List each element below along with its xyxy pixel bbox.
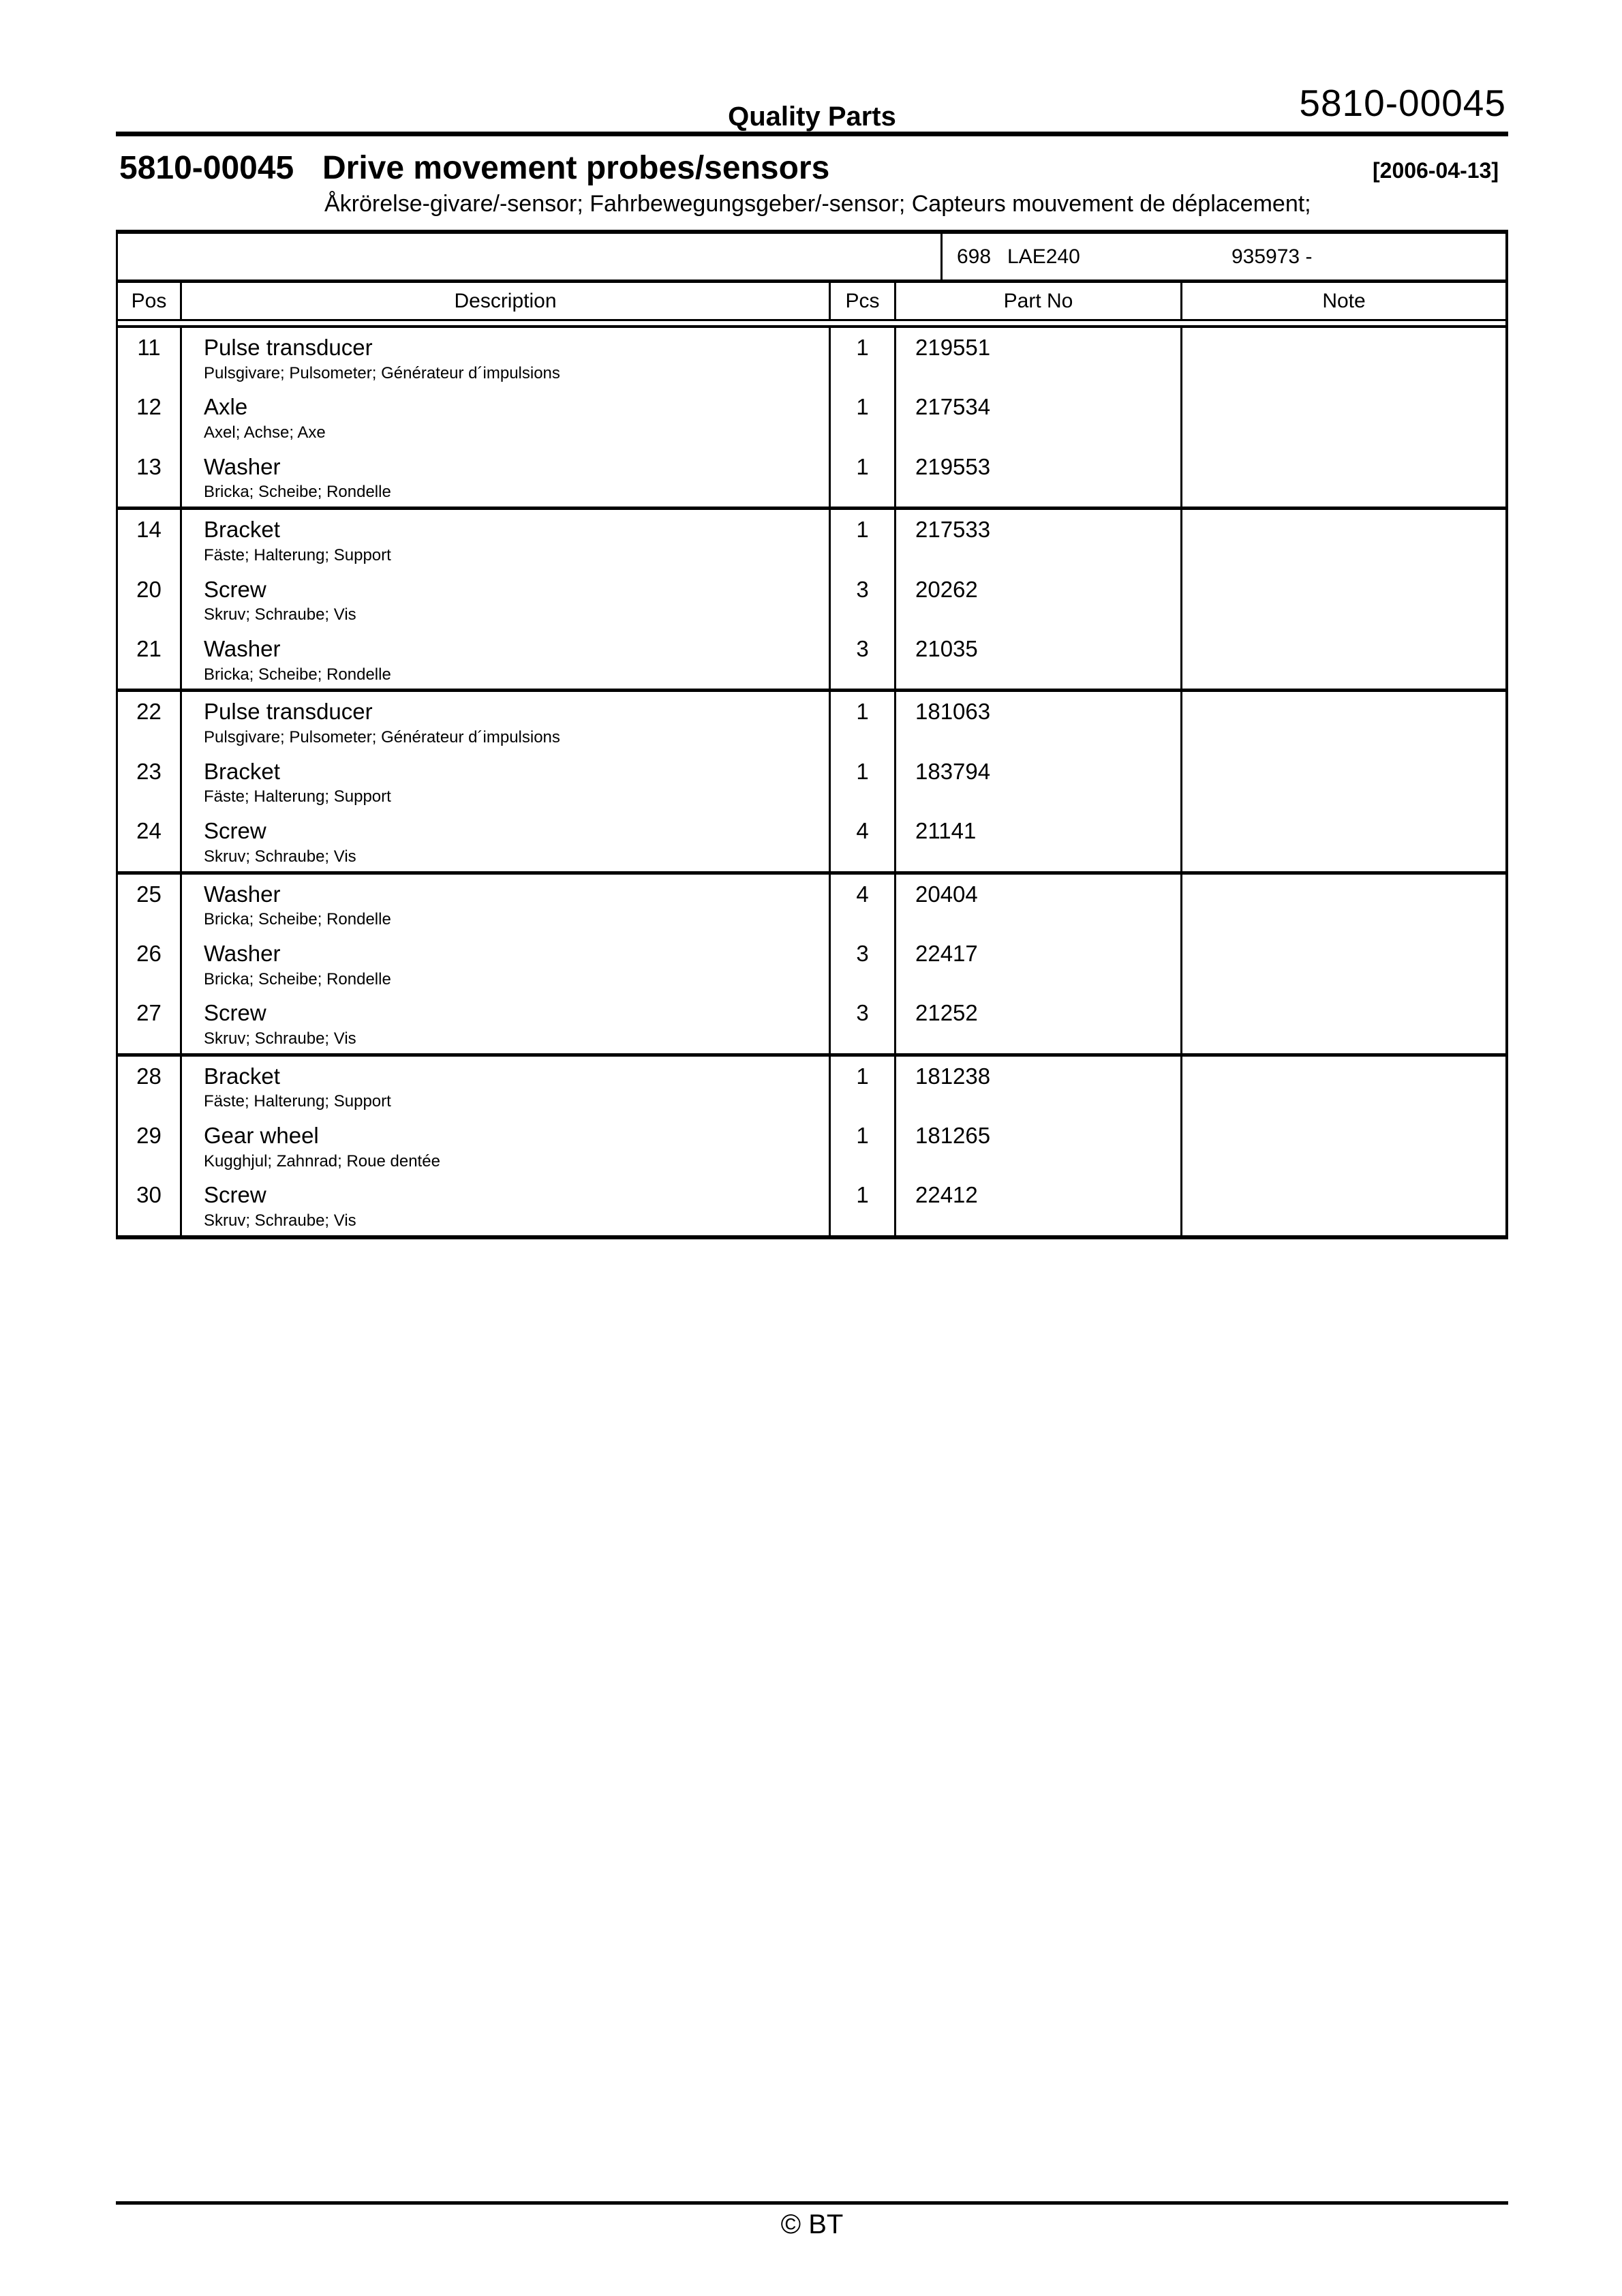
description-translations: Axel; Achse; Axe — [204, 423, 326, 442]
cell-pcs: 1 — [831, 328, 896, 387]
cell-pcs: 1 — [831, 1116, 896, 1175]
cell-part-no: 22412 — [896, 1175, 1182, 1235]
cell-note — [1182, 1116, 1505, 1175]
parts-group — [118, 875, 1505, 1057]
description-main: Gear wheel — [204, 1123, 319, 1149]
cell-pcs: 1 — [831, 1175, 896, 1235]
cell-pcs: 4 — [831, 811, 896, 871]
cell-part-no: 219553 — [896, 447, 1182, 507]
cell-note — [1182, 875, 1505, 934]
cell-note — [1182, 1175, 1505, 1235]
document-page — [116, 0, 1508, 2296]
parts-table — [116, 230, 1508, 1239]
description-main: Washer — [204, 940, 281, 966]
cell-part-no: 21252 — [896, 993, 1182, 1053]
cell-pcs: 3 — [831, 629, 896, 689]
cell-pos: 26 — [118, 934, 182, 993]
description-translations: Skruv; Schraube; Vis — [204, 605, 356, 624]
cell-part-no: 20262 — [896, 570, 1182, 629]
cell-description — [182, 570, 831, 629]
copyright-text: © BT — [780, 2209, 844, 2239]
cell-pos: 25 — [118, 875, 182, 934]
description-main: Pulse transducer — [204, 699, 373, 725]
cell-description — [182, 629, 831, 689]
model-name: LAE240 — [1007, 245, 1080, 268]
table-row — [118, 875, 1505, 934]
cell-description — [182, 993, 831, 1053]
description-main: Bracket — [204, 758, 280, 784]
cell-note — [1182, 811, 1505, 871]
page-header-title: Quality Parts — [728, 102, 896, 132]
model-info-cell — [943, 234, 1505, 280]
cell-description — [182, 1057, 831, 1116]
description-translations: Skruv; Schraube; Vis — [204, 1029, 356, 1048]
page-title: Drive movement probes/sensors — [322, 150, 830, 186]
cell-note — [1182, 692, 1505, 751]
cell-pcs: 3 — [831, 934, 896, 993]
description-translations: Bricka; Scheibe; Rondelle — [204, 665, 391, 684]
description-translations: Fäste; Halterung; Support — [204, 1092, 391, 1111]
table-header-row — [118, 283, 1505, 321]
cell-note — [1182, 752, 1505, 811]
column-header-pcs: Pcs — [831, 283, 896, 319]
description-translations: Kugghjul; Zahnrad; Roue dentée — [204, 1151, 440, 1170]
parts-group — [118, 692, 1505, 874]
table-row — [118, 934, 1505, 993]
description-translations: Bricka; Scheibe; Rondelle — [204, 969, 391, 988]
table-row — [118, 1175, 1505, 1235]
cell-description — [182, 1175, 831, 1235]
cell-pos: 12 — [118, 387, 182, 447]
table-row — [118, 692, 1505, 751]
table-row — [118, 510, 1505, 569]
description-main: Pulse transducer — [204, 335, 373, 360]
cell-part-no: 21035 — [896, 629, 1182, 689]
cell-description — [182, 875, 831, 934]
cell-pcs: 1 — [831, 387, 896, 447]
revision-date: [2006-04-13] — [1373, 158, 1499, 183]
cell-pcs: 1 — [831, 1057, 896, 1116]
parts-group — [118, 1057, 1505, 1235]
cell-description — [182, 811, 831, 871]
cell-pos: 11 — [118, 328, 182, 387]
cell-pcs: 4 — [831, 875, 896, 934]
table-row — [118, 387, 1505, 447]
description-translations: Bricka; Scheibe; Rondelle — [204, 910, 391, 929]
serial-range: 935973 - — [1231, 245, 1313, 268]
cell-description — [182, 692, 831, 751]
cell-description — [182, 934, 831, 993]
description-main: Axle — [204, 394, 248, 420]
cell-note — [1182, 993, 1505, 1053]
page-footer — [116, 2201, 1508, 2238]
cell-part-no: 183794 — [896, 752, 1182, 811]
cell-description — [182, 1116, 831, 1175]
description-translations: Skruv; Schraube; Vis — [204, 847, 356, 866]
parts-group — [118, 328, 1505, 510]
cell-part-no: 181265 — [896, 1116, 1182, 1175]
cell-note — [1182, 934, 1505, 993]
cell-description — [182, 328, 831, 387]
cell-description — [182, 510, 831, 569]
column-header-part-no: Part No — [896, 283, 1182, 319]
cell-pcs: 1 — [831, 692, 896, 751]
description-translations: Bricka; Scheibe; Rondelle — [204, 483, 391, 502]
header-double-line — [118, 321, 1505, 328]
cell-pos: 29 — [118, 1116, 182, 1175]
cell-description — [182, 752, 831, 811]
model-info-empty-cell — [118, 234, 943, 280]
cell-pos: 20 — [118, 570, 182, 629]
cell-description — [182, 447, 831, 507]
cell-pcs: 3 — [831, 993, 896, 1053]
table-row — [118, 629, 1505, 689]
description-main: Screw — [204, 1000, 266, 1026]
header-divider — [116, 132, 1508, 136]
cell-part-no: 219551 — [896, 328, 1182, 387]
description-main: Washer — [204, 453, 281, 479]
cell-part-no: 22417 — [896, 934, 1182, 993]
model-code: 698 — [957, 245, 992, 268]
cell-note — [1182, 328, 1505, 387]
parts-group — [118, 510, 1505, 692]
column-header-note: Note — [1322, 289, 1366, 312]
cell-pos: 13 — [118, 447, 182, 507]
cell-note — [1182, 570, 1505, 629]
description-main: Bracket — [204, 1063, 280, 1089]
table-row — [118, 1116, 1505, 1175]
document-number-header: 5810-00045 — [1299, 82, 1506, 124]
table-row — [118, 752, 1505, 811]
cell-note — [1182, 510, 1505, 569]
title-translations: Åkrörelse-givare/-sensor; Fahrbewegungsgeber/-sensor; Capteurs mouvement de déplacement; — [324, 191, 1311, 217]
cell-part-no: 217534 — [896, 387, 1182, 447]
cell-part-no: 181063 — [896, 692, 1182, 751]
cell-description — [182, 387, 831, 447]
column-header-pos: Pos — [118, 283, 182, 319]
table-row — [118, 447, 1505, 507]
model-info-row — [118, 234, 1505, 283]
description-translations: Pulsgivare; Pulsometer; Générateur d´impulsions — [204, 727, 560, 746]
cell-part-no: 217533 — [896, 510, 1182, 569]
cell-note — [1182, 629, 1505, 689]
cell-part-no: 20404 — [896, 875, 1182, 934]
table-row — [118, 811, 1505, 871]
description-main: Screw — [204, 576, 266, 602]
cell-pos: 14 — [118, 510, 182, 569]
cell-pos: 28 — [118, 1057, 182, 1116]
table-row — [118, 1057, 1505, 1116]
table-row — [118, 993, 1505, 1053]
table-row — [118, 328, 1505, 387]
cell-pcs: 1 — [831, 752, 896, 811]
cell-pos: 22 — [118, 692, 182, 751]
description-main: Screw — [204, 818, 266, 844]
section-code: 5810-00045 — [119, 150, 294, 186]
table-row — [118, 570, 1505, 629]
description-translations: Fäste; Halterung; Support — [204, 787, 391, 806]
cell-part-no: 21141 — [896, 811, 1182, 871]
description-translations: Pulsgivare; Pulsometer; Générateur d´impulsions — [204, 363, 560, 382]
cell-pos: 30 — [118, 1175, 182, 1235]
cell-part-no: 181238 — [896, 1057, 1182, 1116]
cell-pos: 24 — [118, 811, 182, 871]
cell-note — [1182, 1057, 1505, 1116]
description-translations: Fäste; Halterung; Support — [204, 545, 391, 564]
description-translations: Skruv; Schraube; Vis — [204, 1211, 356, 1230]
description-main: Washer — [204, 635, 281, 661]
description-main: Bracket — [204, 517, 280, 543]
cell-pos: 21 — [118, 629, 182, 689]
cell-note — [1182, 387, 1505, 447]
cell-pcs: 1 — [831, 447, 896, 507]
cell-pcs: 1 — [831, 510, 896, 569]
column-header-description: Description — [182, 283, 831, 319]
cell-pcs: 3 — [831, 570, 896, 629]
description-main: Screw — [204, 1182, 266, 1208]
description-main: Washer — [204, 881, 281, 907]
cell-note — [1182, 447, 1505, 507]
cell-pos: 27 — [118, 993, 182, 1053]
cell-pos: 23 — [118, 752, 182, 811]
